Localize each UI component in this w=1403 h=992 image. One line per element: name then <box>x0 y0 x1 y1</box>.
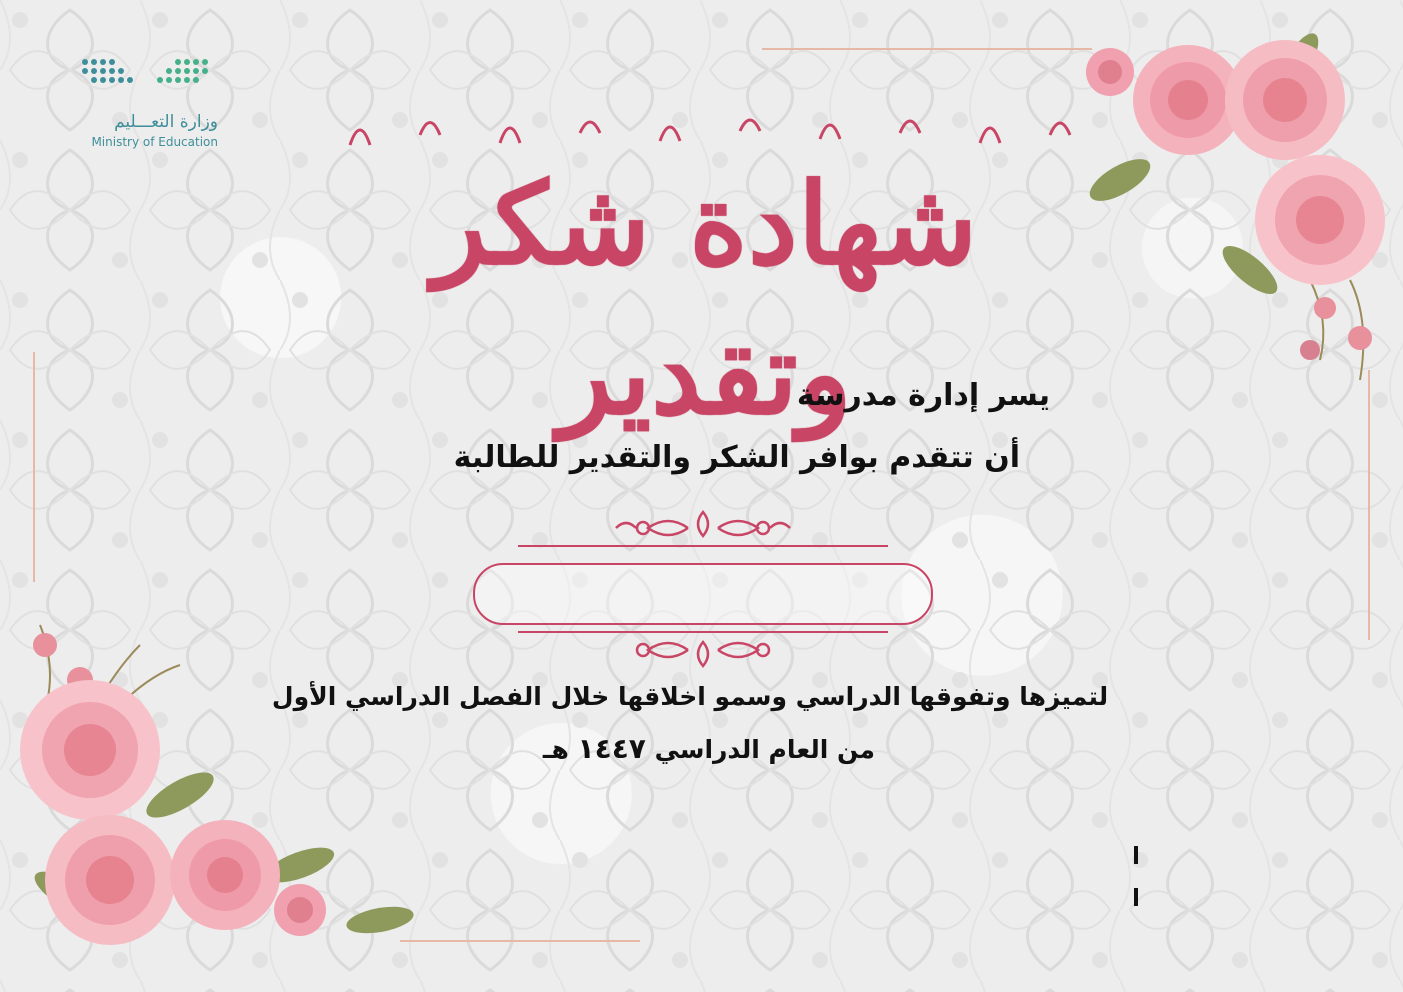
certificate-title: شهادة شكر وتقدير <box>432 159 978 440</box>
ministry-name-english: Ministry of Education <box>91 135 218 149</box>
academic-year-suffix: هـ <box>542 735 569 764</box>
student-name-field[interactable] <box>473 563 933 625</box>
frame-right-line <box>1368 370 1370 640</box>
academic-year-text <box>500 732 875 765</box>
title-flourish <box>330 105 1090 155</box>
rose-cluster-bottom-left <box>0 585 420 965</box>
signature-mark-2 <box>1134 888 1138 906</box>
academic-year-value: ١٤٤٧ <box>577 732 646 765</box>
school-intro-text: يسر إدارة مدرسة <box>796 378 1050 413</box>
ornament-top <box>518 508 888 554</box>
reason-text: لتميزها وتفوقها الدراسي وسمو اخلاقها خلال الفصل الدراسي الأول <box>271 682 1109 711</box>
frame-left-line <box>33 352 35 582</box>
ornament-bottom <box>518 626 888 672</box>
frame-bottom-line <box>400 940 640 942</box>
ministry-name-arabic: وزارة التعـــليم <box>114 112 218 132</box>
academic-year-prefix: من العام الدراسي <box>654 735 875 764</box>
signature-mark-1 <box>1134 846 1138 864</box>
frame-top-line <box>762 48 1092 50</box>
thanks-text: أن تتقدم بوافر الشكر والتقدير للطالبة <box>453 440 1020 475</box>
